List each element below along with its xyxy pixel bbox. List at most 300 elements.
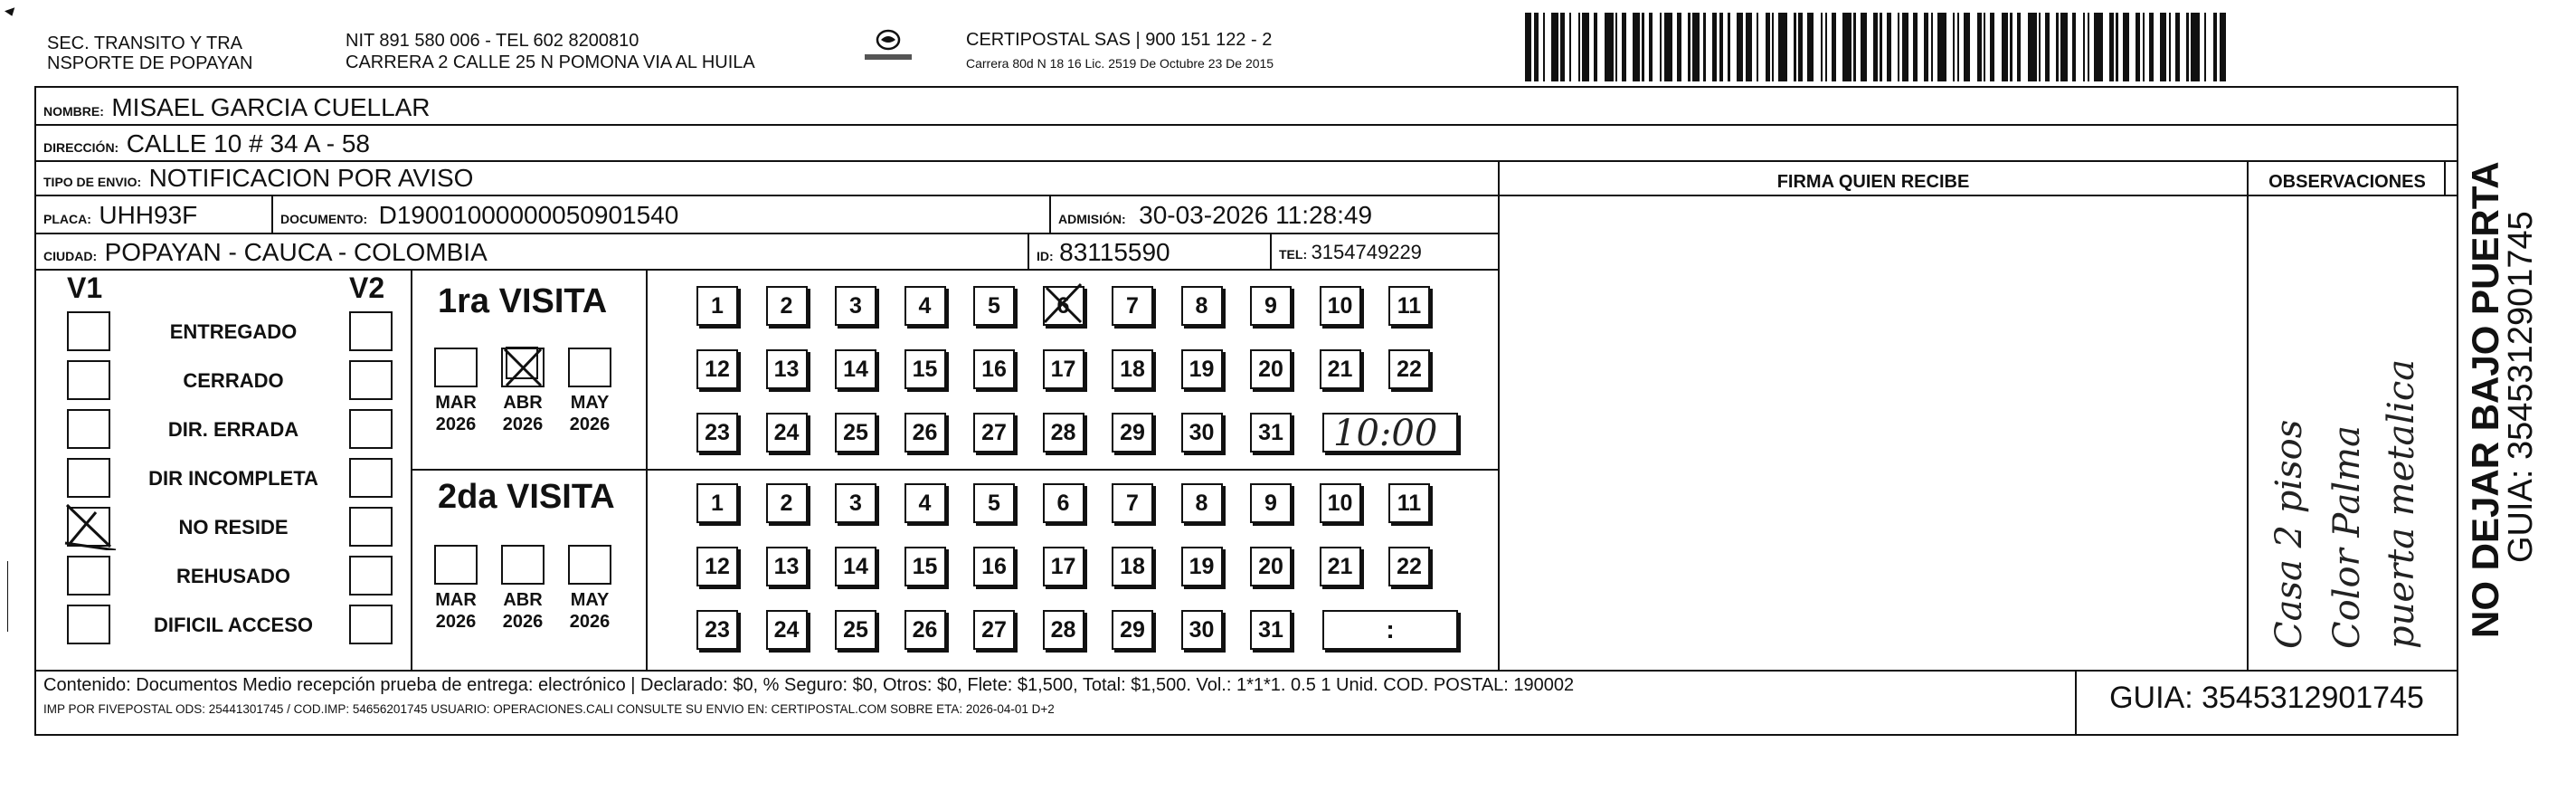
day-box[interactable] [904,483,946,523]
day-number: 12 [705,357,730,382]
day-box[interactable] [904,286,946,326]
day-number: 27 [981,420,1007,445]
status-option-label: DIFICIL ACCESO [153,614,313,636]
barcode-bar [1649,13,1653,81]
barcode-bar [1964,13,1970,81]
day-box[interactable] [1388,483,1430,523]
visit2-time: : [1386,615,1395,643]
barcode-bar [2010,13,2012,81]
v2-checkbox[interactable] [349,507,393,547]
day-box[interactable] [1181,610,1223,650]
day-number: 25 [843,420,868,445]
admission-cell [1058,200,1372,235]
barcode-bar [1842,13,1852,81]
visit2-time-box[interactable] [1322,610,1458,650]
barcode-bar [1642,13,1643,81]
name-row [43,92,431,128]
day-number: 15 [912,554,938,579]
nit-line: NIT 891 580 006 - TEL 602 8200810 [346,31,639,51]
barcode-bar [1821,13,1823,81]
sender-line2: NSPORTE DE POPAYAN [47,53,253,73]
day-box[interactable] [1043,547,1084,586]
day-number: 22 [1397,554,1422,579]
barcode [1525,13,2236,81]
day-number: 17 [1050,357,1076,382]
day-box[interactable] [1043,483,1084,523]
barcode-bar [2045,13,2050,81]
carrier-line1: CERTIPOSTAL SAS | 900 151 122 - 2 [966,30,1273,50]
day-number: 13 [773,357,800,382]
barcode-bar [1615,13,1617,81]
day-number: 8 [1195,491,1208,516]
plate: UHH93F [99,201,198,229]
day-number: 8 [1195,293,1208,319]
day-number: 31 [1258,617,1283,643]
day-box[interactable] [973,286,1015,326]
tel-cell [1279,237,1422,271]
day-box[interactable] [1250,349,1292,389]
v2-checkbox[interactable] [349,556,393,596]
document-number: D19001000000050901540 [378,201,679,229]
check-x-icon [1041,282,1086,326]
shipment-row [43,163,473,198]
barcode-bar [2143,13,2145,81]
day-box[interactable] [1043,349,1084,389]
day-number: 10 [1327,491,1353,516]
day-box[interactable] [1112,349,1153,389]
barcode-bar [1622,13,1626,81]
recipient-address: CALLE 10 # 34 A - 58 [126,129,370,157]
v1-checkbox[interactable] [67,605,110,644]
v1-checkbox[interactable] [67,507,110,547]
obs-line-3: puerta metalica [2381,358,2422,649]
day-number: 27 [981,617,1007,643]
admission-label: ADMISIÓN: [1058,212,1126,226]
v2-checkbox[interactable] [349,458,393,498]
day-number: 21 [1327,554,1353,579]
barcode-bar [1902,13,1908,81]
v1-checkbox[interactable] [67,311,110,351]
day-number: 1 [711,293,724,319]
day-number: 13 [773,554,800,579]
day-box[interactable] [835,483,876,523]
admission-datetime: 30-03-2026 11:28:49 [1139,201,1373,229]
year-label: 2026 [569,415,611,434]
check-x-icon [63,500,118,550]
barcode-bar [1798,13,1803,81]
barcode-bar [2220,13,2226,81]
day-box[interactable] [1250,286,1292,326]
day-box[interactable] [1388,547,1430,586]
document-cell [280,200,678,235]
day-box[interactable] [1112,547,1153,586]
v1-checkbox[interactable] [67,556,110,596]
barcode-bar [2056,13,2058,81]
day-number: 3 [849,491,862,516]
day-box[interactable] [766,413,808,453]
day-box[interactable] [835,610,876,650]
day-box[interactable] [1043,610,1084,650]
day-box[interactable] [973,547,1015,586]
day-number: 30 [1189,617,1215,643]
month-checkbox[interactable] [434,348,478,387]
day-number: 19 [1189,357,1215,382]
year-label: 2026 [435,415,477,434]
day-number: 24 [773,420,800,445]
city-label: CIUDAD: [43,249,98,263]
day-box[interactable] [1181,483,1223,523]
barcode-bar [1825,13,1827,81]
barcode-bar [1984,13,1985,81]
day-box[interactable] [1112,610,1153,650]
address-label: DIRECCIÓN: [43,140,119,155]
day-box[interactable] [1250,547,1292,586]
day-box[interactable] [1181,413,1223,453]
day-number: 16 [981,554,1007,579]
barcode-bar [2204,13,2206,81]
day-number: 24 [773,617,800,643]
month-label: MAR [435,590,477,610]
status-option-label: CERRADO [183,369,284,392]
day-number: 14 [843,357,868,382]
day-number: 21 [1327,357,1353,382]
day-number: 7 [1126,491,1139,516]
day-box[interactable] [973,413,1015,453]
day-number: 4 [918,293,932,319]
day-box[interactable] [1320,483,1361,523]
visit2-title: 2da VISITA [438,478,615,516]
day-box[interactable] [973,610,1015,650]
v2-checkbox[interactable] [349,409,393,449]
check-x-icon [501,346,546,389]
day-box[interactable] [1112,286,1153,326]
barcode-bar [2083,13,2085,81]
city-cell [43,237,488,272]
status-option-label: DIR INCOMPLETA [148,467,318,490]
day-box[interactable] [904,547,946,586]
day-number: 30 [1189,420,1215,445]
plate-label: PLACA: [43,212,91,226]
month-checkbox[interactable] [501,348,545,387]
barcode-bar [1677,13,1681,81]
day-box[interactable] [835,547,876,586]
day-number: 29 [1120,617,1145,643]
day-box[interactable] [973,483,1015,523]
obs-line-2: Color Palma [2326,425,2368,649]
barcode-bar [2123,13,2129,81]
barcode-bar [2109,13,2114,81]
plate-cell [43,200,197,235]
year-label: 2026 [435,612,477,632]
barcode-bar [1766,13,1770,81]
month-label: MAY [570,590,610,610]
barcode-bar [1746,13,1752,81]
name-label: NOMBRE: [43,104,104,119]
document-label: DOCUMENTO: [280,212,368,226]
barcode-bar [2160,13,2166,81]
day-number: 15 [912,357,938,382]
sender-line1: SEC. TRANSITO Y TRA [47,33,242,53]
day-number: 5 [988,491,1000,516]
barcode-bar [1853,13,1855,81]
year-label: 2026 [502,415,544,434]
tel-number: 3154749229 [1311,241,1422,263]
day-box[interactable] [1043,286,1084,326]
signature-area[interactable] [1501,196,2245,668]
day-box[interactable] [1250,483,1292,523]
barcode-bar [1594,13,1598,81]
observations-area[interactable] [2250,196,2442,668]
month-checkbox[interactable] [568,348,611,387]
barcode-bar [1953,13,1955,81]
day-box[interactable] [973,349,1015,389]
barcode-bar [2136,13,2140,81]
barcode-bar [2094,13,2103,81]
day-number: 22 [1397,357,1422,382]
side-warning: NO DEJAR BAJO PUERTA [2464,161,2506,638]
day-box[interactable] [766,286,808,326]
day-number: 16 [981,357,1007,382]
v1-label: V1 [67,272,103,304]
id-label: ID: [1037,249,1054,263]
barcode-bar [2191,13,2200,81]
tel-label: TEL: [1279,247,1308,262]
v2-label: V2 [349,272,385,304]
day-number: 2 [780,491,793,516]
address-row [43,129,370,164]
barcode-bar [1534,13,1539,81]
barcode-bar [1688,13,1690,81]
v1-checkbox[interactable] [67,409,110,449]
day-number: 26 [912,420,938,445]
barcode-bar [2169,13,2171,81]
barcode-bar [1977,13,1982,81]
visit1-time: 10:00 [1333,413,1438,454]
day-box[interactable] [1043,413,1084,453]
barcode-bar [2060,13,2067,81]
day-box[interactable] [766,483,808,523]
day-number: 18 [1120,554,1145,579]
day-box[interactable] [696,610,738,650]
barcode-bar [2186,13,2188,81]
day-box[interactable] [696,349,738,389]
barcode-bar [1578,13,1580,81]
barcode-bar [1807,13,1814,81]
carrier-logo-icon [861,27,915,67]
barcode-bar [1832,13,1836,81]
status-option-label: ENTREGADO [169,320,298,343]
day-box[interactable] [904,610,946,650]
day-box[interactable] [1320,349,1361,389]
sender-address: CARRERA 2 CALLE 25 N POMONA VIA AL HUILA [346,52,755,72]
barcode-bar [1757,13,1758,81]
barcode-bar [1778,13,1787,81]
observations-header: OBSERVACIONES [2268,172,2426,192]
barcode-bar [1887,13,1891,81]
day-box[interactable] [1320,547,1361,586]
barcode-bar [1873,13,1878,81]
v2-checkbox[interactable] [349,311,393,351]
obs-line-1: Casa 2 pisos [2268,419,2310,649]
barcode-bar [1582,13,1588,81]
day-number: 29 [1120,420,1145,445]
day-box[interactable] [1250,610,1292,650]
month-checkbox[interactable] [434,545,478,585]
recipient-name: MISAEL GARCIA CUELLAR [111,93,431,121]
day-number: 4 [918,491,932,516]
day-number: 3 [849,293,862,319]
day-number: 31 [1258,420,1283,445]
day-box[interactable] [1388,286,1430,326]
day-number: 2 [780,293,793,319]
barcode-bar [1898,13,1899,81]
margin-tick [7,561,8,632]
day-number: 20 [1258,554,1283,579]
v1-checkbox[interactable] [67,458,110,498]
barcode-bar [1719,13,1724,81]
day-number: 14 [843,554,868,579]
day-box[interactable] [766,349,808,389]
signature-header: FIRMA QUIEN RECIBE [1776,172,1970,192]
day-number: 11 [1397,293,1422,319]
day-number: 6 [1056,293,1070,319]
month-label: ABR [503,590,543,610]
day-number: 11 [1397,491,1422,516]
barcode-bar [1990,13,1994,81]
day-number: 5 [988,293,1000,319]
corner-mark [5,7,17,18]
side-guia: GUIA: 3545312901745 [2502,211,2540,563]
day-number: 28 [1050,420,1076,445]
day-box[interactable] [766,547,808,586]
day-box[interactable] [835,349,876,389]
day-box[interactable] [1181,286,1223,326]
month-label: MAY [570,393,610,413]
day-number: 26 [912,617,938,643]
day-number: 10 [1327,293,1353,319]
day-box[interactable] [1388,349,1430,389]
shipment-type: NOTIFICACION POR AVISO [148,164,474,192]
barcode-bar [1772,13,1774,81]
status-option-label: REHUSADO [176,565,290,587]
day-box[interactable] [696,547,738,586]
barcode-bar [1794,13,1795,81]
day-box[interactable] [904,413,946,453]
footer-line2: IMP POR FIVEPOSTAL ODS: 25441301745 / COD.IMP: 54656201745 USUARIO: OPERACIONES.CALI CONSULTE SU ENVIO EN: CERTIPOSTAL.COM SOBRE ETA: 2026-04-01 D+2 [43,702,1055,716]
day-number: 18 [1120,357,1145,382]
barcode-bar [1664,13,1673,81]
barcode-bar [1525,13,1531,81]
visit1-time-box[interactable] [1322,413,1458,453]
shipment-type-label: TIPO DE ENVIO: [43,175,142,189]
day-box[interactable] [835,413,876,453]
id-cell [1037,237,1170,272]
day-box[interactable] [696,483,738,523]
day-box[interactable] [1112,483,1153,523]
v2-checkbox[interactable] [349,605,393,644]
day-box[interactable] [1250,413,1292,453]
day-box[interactable] [1181,349,1223,389]
barcode-bar [1633,13,1639,81]
day-number: 9 [1264,293,1277,319]
v1-checkbox[interactable] [67,360,110,400]
barcode-bar [1712,13,1717,81]
barcode-bar [2072,13,2077,81]
day-number: 1 [711,491,724,516]
day-box[interactable] [835,286,876,326]
carrier-line2: Carrera 80d N 18 16 Lic. 2519 De Octubre 23 De 2015 [966,56,1274,71]
day-number: 19 [1189,554,1215,579]
day-box[interactable] [696,286,738,326]
barcode-bar [1924,13,1928,81]
barcode-bar [1880,13,1881,81]
barcode-bar [1737,13,1743,81]
year-label: 2026 [502,612,544,632]
month-checkbox[interactable] [568,545,611,585]
barcode-bar [1861,13,1867,81]
barcode-bar [2149,13,2154,81]
day-number: 20 [1258,357,1283,382]
barcode-bar [2116,13,2117,81]
barcode-bar [1660,13,1662,81]
status-option-label: NO RESIDE [178,516,289,538]
barcode-bar [1560,13,1565,81]
day-box[interactable] [766,610,808,650]
month-label: MAR [435,393,477,413]
barcode-bar [1543,13,1545,81]
barcode-bar [1551,13,1558,81]
barcode-bar [2002,13,2008,81]
barcode-bar [2028,13,2037,81]
barcode-bar [2017,13,2022,81]
barcode-bar [2213,13,2218,81]
day-box[interactable] [696,413,738,453]
footer-line1: Contenido: Documentos Medio recepción prueba de entrega: electrónico | Declarado: $0, % Seguro: $0, Otros: $0, Flete: $1,500, Total: $1,500. Vol.: 1*1*1. 0.5 1 Unid. COD. POSTAL: 190002 [43,675,1575,695]
barcode-bar [1569,13,1571,81]
barcode-bar [1703,13,1705,81]
day-number: 12 [705,554,730,579]
day-number: 28 [1050,617,1076,643]
barcode-bar [2175,13,2180,81]
id-number: 83115590 [1059,238,1170,266]
v2-checkbox[interactable] [349,360,393,400]
barcode-bar [1605,13,1614,81]
day-number: 25 [843,617,868,643]
day-box[interactable] [1320,286,1361,326]
day-number: 17 [1050,554,1076,579]
day-box[interactable] [1181,547,1223,586]
month-checkbox[interactable] [501,545,545,585]
barcode-bar [1913,13,1918,81]
day-number: 23 [705,420,730,445]
city: POPAYAN - CAUCA - COLOMBIA [104,238,488,266]
footer-guia: GUIA: 3545312901745 [2109,681,2424,715]
barcode-bar [1937,13,1946,81]
barcode-bar [1957,13,1959,81]
day-number: 7 [1126,293,1139,319]
barcode-bar [2088,13,2089,81]
barcode-bar [1692,13,1699,81]
day-box[interactable] [1112,413,1153,453]
visit1-title: 1ra VISITA [438,282,608,320]
barcode-bar [2039,13,2041,81]
day-number: 6 [1056,491,1070,516]
day-box[interactable] [904,349,946,389]
year-label: 2026 [569,612,611,632]
barcode-bar [1931,13,1933,81]
day-number: 23 [705,617,730,643]
barcode-bar [1728,13,1729,81]
